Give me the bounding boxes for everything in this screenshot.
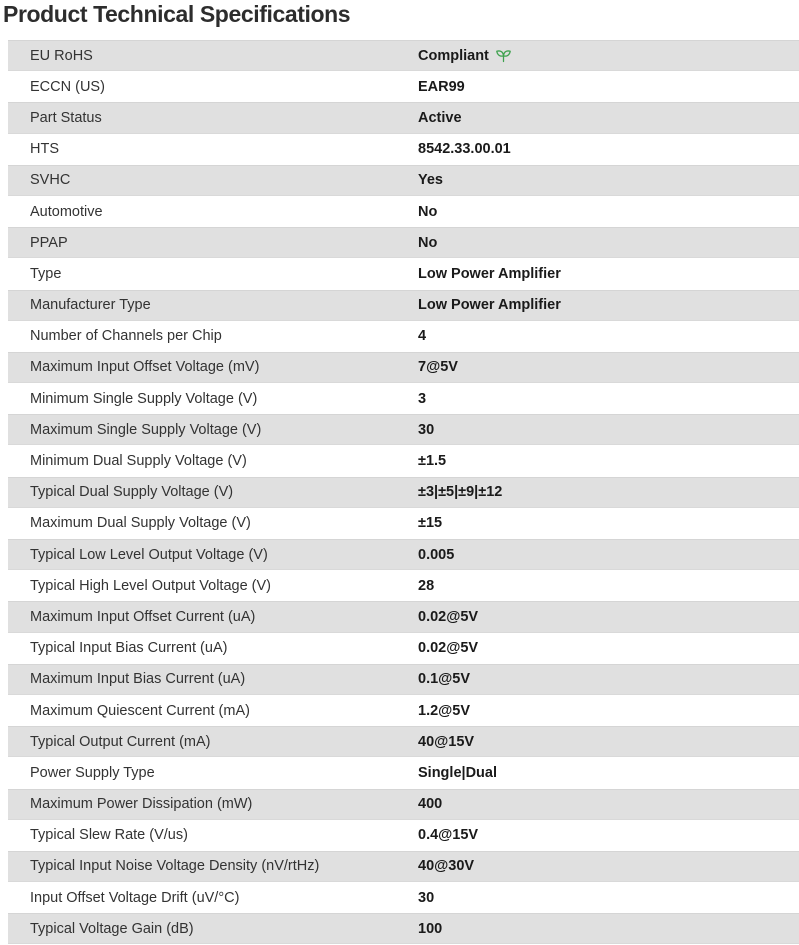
row-value: [418, 609, 478, 625]
row-value: [418, 48, 512, 64]
table-row: [8, 383, 799, 414]
table-row: [8, 258, 799, 289]
table-row: [8, 851, 799, 882]
leaf-icon: [495, 48, 512, 63]
row-label: Maximum Input Offset Current (uA): [30, 608, 256, 625]
table-row: [8, 726, 799, 757]
row-value: [418, 858, 474, 874]
row-value-text: Yes: [418, 172, 443, 189]
row-value: [418, 297, 561, 313]
row-value: [418, 703, 470, 719]
row-value-text: 0.005: [418, 546, 455, 563]
table-row: [8, 445, 799, 476]
page-title: Product Technical Specifications: [3, 1, 351, 27]
spec-table: [0, 40, 799, 944]
row-value: [418, 422, 434, 438]
row-label: Typical Slew Rate (V/us): [30, 827, 188, 844]
row-label: Maximum Input Offset Voltage (mV): [30, 359, 260, 376]
table-row: [8, 695, 799, 726]
row-value-text: 1.2@5V: [418, 702, 471, 719]
table-row: [8, 882, 799, 913]
row-value-text: 0.02@5V: [418, 608, 479, 625]
table-row: [8, 477, 799, 508]
row-value: [418, 640, 478, 656]
row-value: [418, 110, 462, 126]
row-value: [418, 266, 561, 282]
row-value: [418, 765, 497, 781]
row-label: Part Status: [30, 109, 102, 126]
row-value-text: No: [418, 234, 438, 251]
row-value: [418, 547, 454, 563]
row-label: Minimum Single Supply Voltage (V): [30, 390, 258, 407]
row-value: [418, 204, 437, 220]
row-value-text: 28: [418, 577, 435, 594]
row-label: Automotive: [30, 203, 103, 220]
row-value: [418, 453, 446, 469]
row-value-text: 0.1@5V: [418, 671, 471, 688]
row-label: PPAP: [30, 234, 68, 251]
row-value: [418, 328, 426, 344]
row-value-text: 30: [418, 889, 435, 906]
table-row: [8, 414, 799, 445]
row-value-text: 7@5V: [418, 359, 458, 376]
row-label: Maximum Dual Supply Voltage (V): [30, 515, 251, 532]
row-value-text: 3: [418, 390, 427, 407]
row-value-text: 30: [418, 421, 435, 438]
row-value: [418, 796, 442, 812]
table-row: [8, 196, 799, 227]
row-value-text: Single|Dual: [418, 764, 497, 781]
table-row: [8, 508, 799, 539]
row-value: [418, 141, 511, 157]
row-value-text: 0.02@5V: [418, 640, 479, 657]
row-label: EU RoHS: [30, 47, 93, 64]
row-value: [418, 172, 443, 188]
table-row: [8, 570, 799, 601]
row-value-text: 8542.33.00.01: [418, 141, 511, 158]
row-label: Manufacturer Type: [30, 297, 151, 314]
row-label: Typical High Level Output Voltage (V): [30, 577, 271, 594]
row-label: Minimum Dual Supply Voltage (V): [30, 453, 247, 470]
row-value-text: Low Power Amplifier: [418, 297, 561, 314]
table-row: [8, 352, 799, 383]
row-value-text: No: [418, 203, 438, 220]
table-row: [8, 227, 799, 258]
row-value: [418, 921, 442, 937]
row-value-text: Low Power Amplifier: [418, 265, 561, 282]
row-label: Maximum Input Bias Current (uA): [30, 671, 246, 688]
row-value-text: Active: [418, 109, 462, 126]
row-value-text: ±3|±5|±9|±12: [418, 484, 503, 501]
row-value: [418, 391, 426, 407]
row-value-text: EAR99: [418, 78, 465, 95]
row-value-text: 4: [418, 328, 427, 345]
row-value: [418, 890, 434, 906]
row-label: Number of Channels per Chip: [30, 328, 222, 345]
table-row: [8, 71, 799, 102]
row-label: HTS: [30, 141, 59, 158]
row-label: Typical Low Level Output Voltage (V): [30, 546, 268, 563]
row-value: [418, 734, 474, 750]
row-label: ECCN (US): [30, 78, 105, 95]
table-row: [8, 913, 799, 944]
table-row: [8, 539, 799, 570]
row-value-text: 400: [418, 796, 443, 813]
row-value: [418, 827, 478, 843]
row-value-text: ±1.5: [418, 453, 447, 470]
row-label: SVHC: [30, 172, 71, 189]
row-value-text: 0.4@15V: [418, 827, 479, 844]
row-label: Typical Voltage Gain (dB): [30, 920, 194, 937]
table-row: [8, 165, 799, 196]
row-value: [418, 235, 437, 251]
row-value-text: 100: [418, 920, 443, 937]
row-label: Input Offset Voltage Drift (uV/°C): [30, 889, 240, 906]
row-value: [418, 515, 442, 531]
row-value: [418, 79, 465, 95]
table-row: [8, 102, 799, 133]
row-label: Maximum Power Dissipation (mW): [30, 796, 253, 813]
row-label: Typical Output Current (mA): [30, 733, 211, 750]
table-row: [8, 40, 799, 71]
table-row: [8, 820, 799, 851]
row-label: Typical Input Bias Current (uA): [30, 640, 228, 657]
row-value: [418, 484, 502, 500]
row-value: [418, 578, 434, 594]
row-value-text: Compliant: [418, 47, 489, 64]
row-value-text: 40@30V: [418, 858, 475, 875]
row-label: Maximum Single Supply Voltage (V): [30, 421, 262, 438]
row-label: Typical Input Noise Voltage Density (nV/rtHz): [30, 858, 320, 875]
row-label: Maximum Quiescent Current (mA): [30, 702, 250, 719]
table-row: [8, 601, 799, 632]
row-value: [418, 359, 458, 375]
row-value-text: ±15: [418, 515, 443, 532]
table-row: [8, 290, 799, 321]
row-label: Power Supply Type: [30, 764, 155, 781]
row-value-text: 40@15V: [418, 733, 475, 750]
table-row: [8, 134, 799, 165]
table-row: [8, 633, 799, 664]
table-row: [8, 321, 799, 352]
row-label: Type: [30, 265, 62, 282]
table-row: [8, 664, 799, 695]
row-label: Typical Dual Supply Voltage (V): [30, 484, 234, 501]
row-value: [418, 671, 470, 687]
table-row: [8, 757, 799, 788]
table-row: [8, 789, 799, 820]
